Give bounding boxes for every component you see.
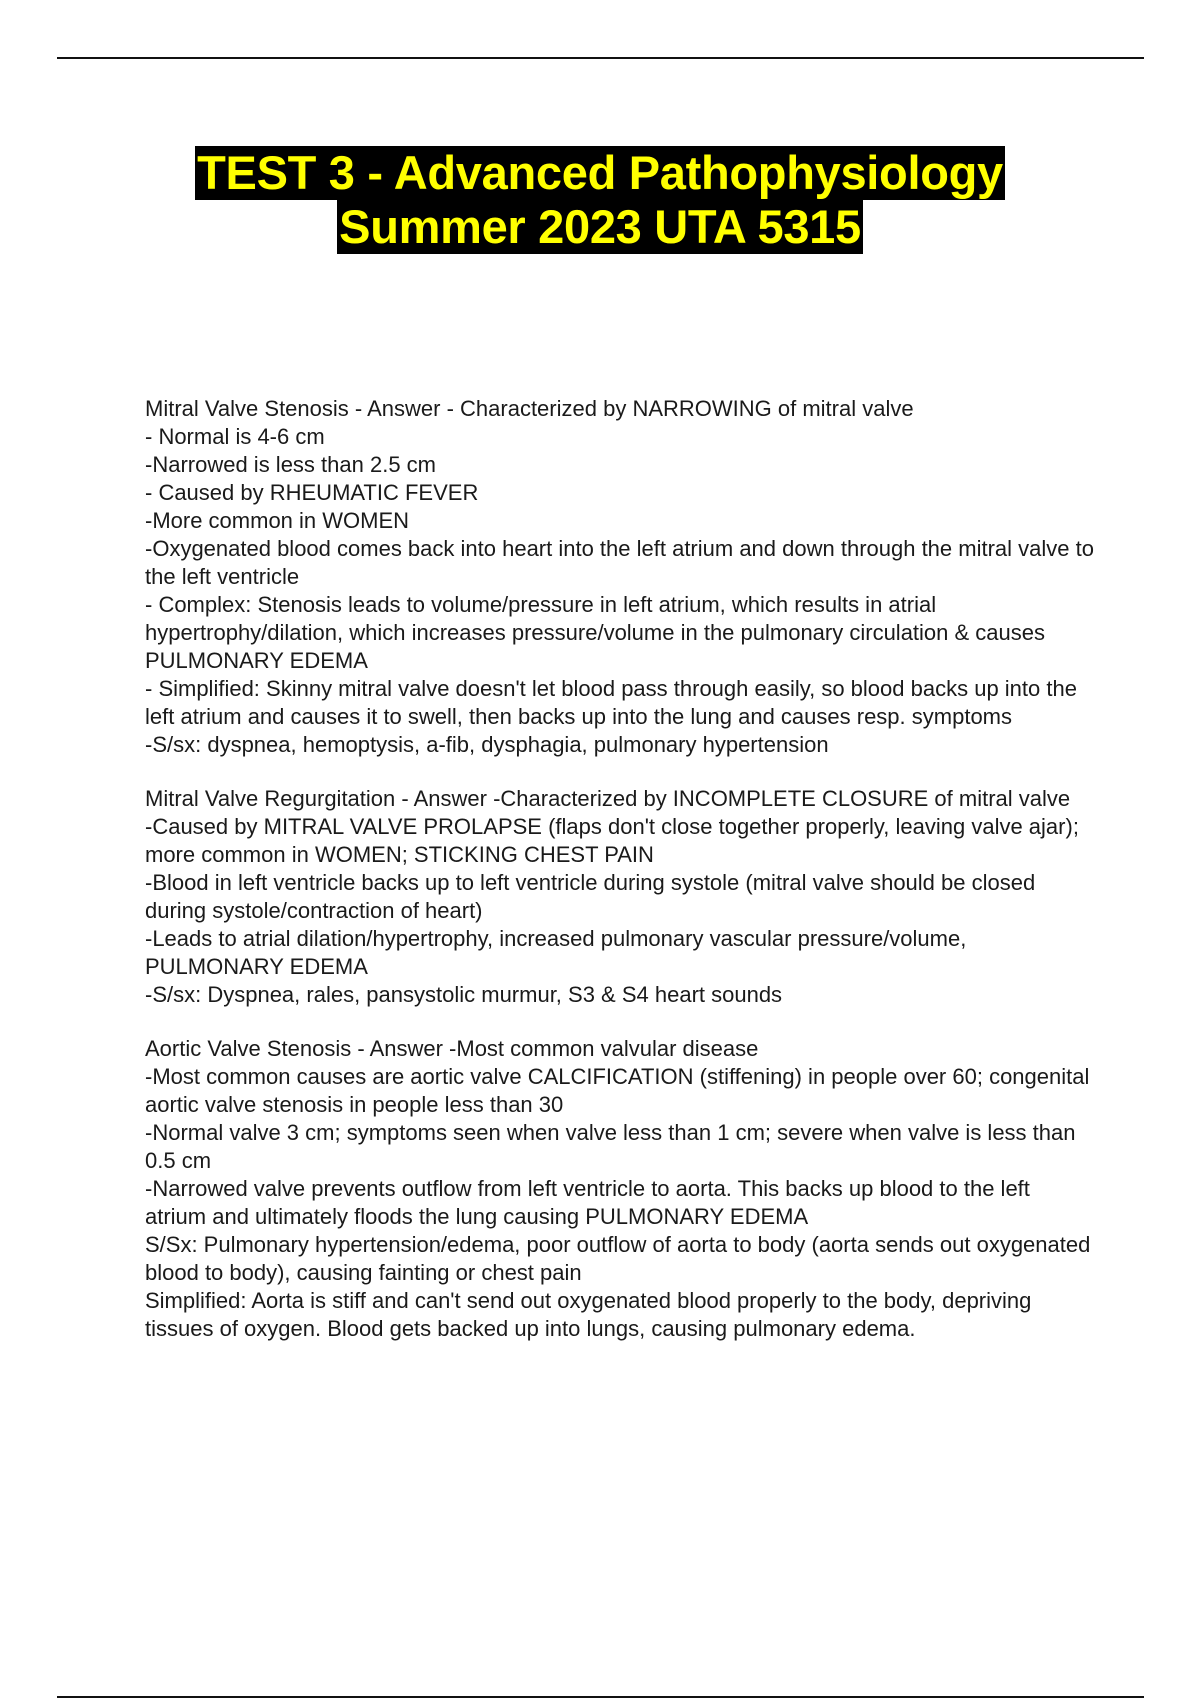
entry-mitral-valve-stenosis xyxy=(145,395,1095,759)
entry-line: Simplified: Aorta is stiff and can't send out oxygenated blood properly to the body, depriving tissues of oxygen. Blood gets backed up into lungs, causing pulmonary edema. xyxy=(145,1288,1032,1341)
top-divider xyxy=(57,57,1144,59)
entry-line: -Narrowed is less than 2.5 cm xyxy=(145,452,436,477)
title-line-2: Summer 2023 UTA 5315 xyxy=(339,200,861,253)
document-body xyxy=(145,395,1095,1369)
entry-line: Mitral Valve Regurgitation - Answer -Characterized by INCOMPLETE CLOSURE of mitral valve xyxy=(145,786,1071,811)
entry-line: - Normal is 4-6 cm xyxy=(145,424,325,449)
entry-line: - Complex: Stenosis leads to volume/pressure in left atrium, which results in atrial hypertrophy/dilation, which increases pressure/volume in the pulmonary circulation & causes PULMONARY EDEMA xyxy=(145,592,1046,673)
entry-line: -Normal valve 3 cm; symptoms seen when valve less than 1 cm; severe when valve is less than 0.5 cm xyxy=(145,1120,1076,1173)
entry-line: - Caused by RHEUMATIC FEVER xyxy=(145,480,479,505)
entry-aortic-valve-stenosis xyxy=(145,1035,1095,1343)
entry-line: -Caused by MITRAL VALVE PROLAPSE (flaps don't close together properly, leaving valve ajar); more common in WOMEN; STICKING CHEST PAIN xyxy=(145,814,1079,867)
entry-line: -Blood in left ventricle backs up to left ventricle during systole (mitral valve should be closed during systole/contraction of heart) xyxy=(145,870,1036,923)
bottom-divider xyxy=(57,1696,1144,1698)
entry-line: -S/sx: Dyspnea, rales, pansystolic murmur, S3 & S4 heart sounds xyxy=(145,982,783,1007)
entry-line: -Narrowed valve prevents outflow from left ventricle to aorta. This backs up blood to the left atrium and ultimately floods the lung causing PULMONARY EDEMA xyxy=(145,1176,1030,1229)
entry-line: Aortic Valve Stenosis - Answer -Most common valvular disease xyxy=(145,1036,759,1061)
entry-line: -S/sx: dyspnea, hemoptysis, a-fib, dysphagia, pulmonary hypertension xyxy=(145,732,829,757)
entry-line: -More common in WOMEN xyxy=(145,508,410,533)
entry-line: Mitral Valve Stenosis - Answer - Characterized by NARROWING of mitral valve xyxy=(145,396,914,421)
title-line-1: TEST 3 - Advanced Pathophysiology xyxy=(197,146,1003,199)
entry-line: S/Sx: Pulmonary hypertension/edema, poor outflow of aorta to body (aorta sends out oxygenated blood to body), causing fainting or chest pain xyxy=(145,1232,1091,1285)
entry-line: -Most common causes are aortic valve CALCIFICATION (stiffening) in people over 60; congenital aortic valve stenosis in people less than 30 xyxy=(145,1064,1090,1117)
entry-line: - Simplified: Skinny mitral valve doesn't let blood pass through easily, so blood backs up into the left atrium and causes it to swell, then backs up into the lung and causes resp. symptoms xyxy=(145,676,1077,729)
entry-line: -Oxygenated blood comes back into heart into the left atrium and down through the mitral valve to the left ventricle xyxy=(145,536,1094,589)
document-title xyxy=(0,146,1200,254)
entry-mitral-valve-regurgitation xyxy=(145,785,1095,1009)
entry-line: -Leads to atrial dilation/hypertrophy, increased pulmonary vascular pressure/volume, PULMONARY EDEMA xyxy=(145,926,967,979)
